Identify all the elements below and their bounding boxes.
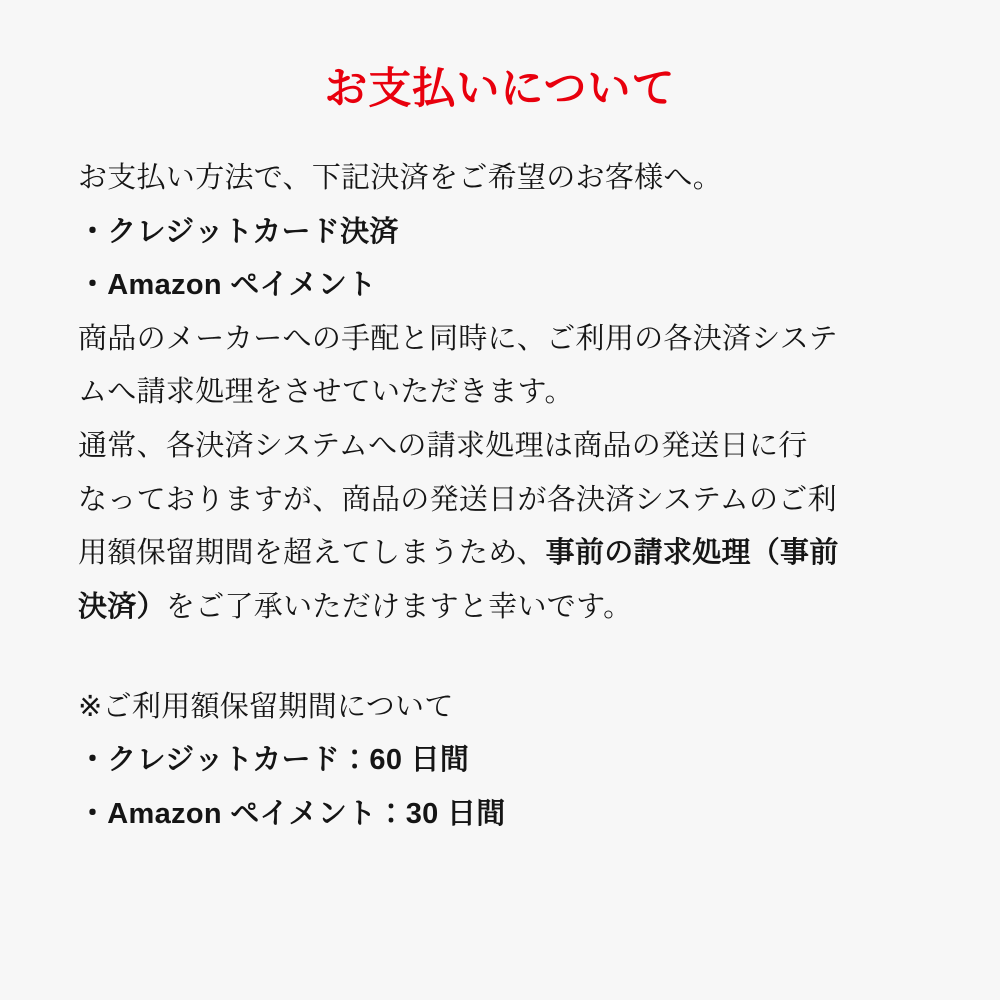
intro-paragraph <box>78 152 922 206</box>
billing-line-1: 商品のメーカーへの手配と同時に、ご利用の各決済システ <box>78 322 838 355</box>
note-heading: ※ご利用額保留期間について <box>78 690 454 723</box>
prepayment-line-3-text: 用額保留期間を超えてしまうため、 <box>78 537 546 570</box>
prepayment-emphasis-1: 事前の請求処理（事前 <box>545 537 839 570</box>
prepayment-line-3 <box>78 527 922 581</box>
note-item-credit-card: ・クレジットカード：60 日間 <box>78 744 470 777</box>
section-spacer <box>78 635 922 681</box>
prepayment-line-4-text: をご了承いただけますと幸いです。 <box>165 591 633 624</box>
note-section <box>78 681 922 842</box>
payment-method-amazon-payment: ・Amazon ペイメント <box>78 269 377 302</box>
page-title: お支払いについて <box>324 65 676 113</box>
billing-paragraph <box>78 313 922 420</box>
prepayment-line-1: 通常、各決済システムへの請求処理は商品の発送日に行 <box>78 430 808 463</box>
prepayment-line-2: なっておりますが、商品の発送日が各決済システムのご利 <box>78 483 837 516</box>
intro-line-1: お支払い方法で、下記決済をご希望のお客様へ。 <box>78 161 723 194</box>
prepayment-emphasis-2: 決済） <box>78 591 166 624</box>
prepayment-line-4 <box>78 581 922 635</box>
billing-line-2: ムへ請求処理をさせていただきます。 <box>78 376 574 409</box>
prepayment-paragraph <box>78 420 922 635</box>
note-item-amazon-payment: ・Amazon ペイメント：30 日間 <box>78 797 506 830</box>
payment-methods-list <box>78 206 922 313</box>
payment-method-credit-card: ・クレジットカード決済 <box>78 215 399 248</box>
document-body <box>78 152 922 842</box>
